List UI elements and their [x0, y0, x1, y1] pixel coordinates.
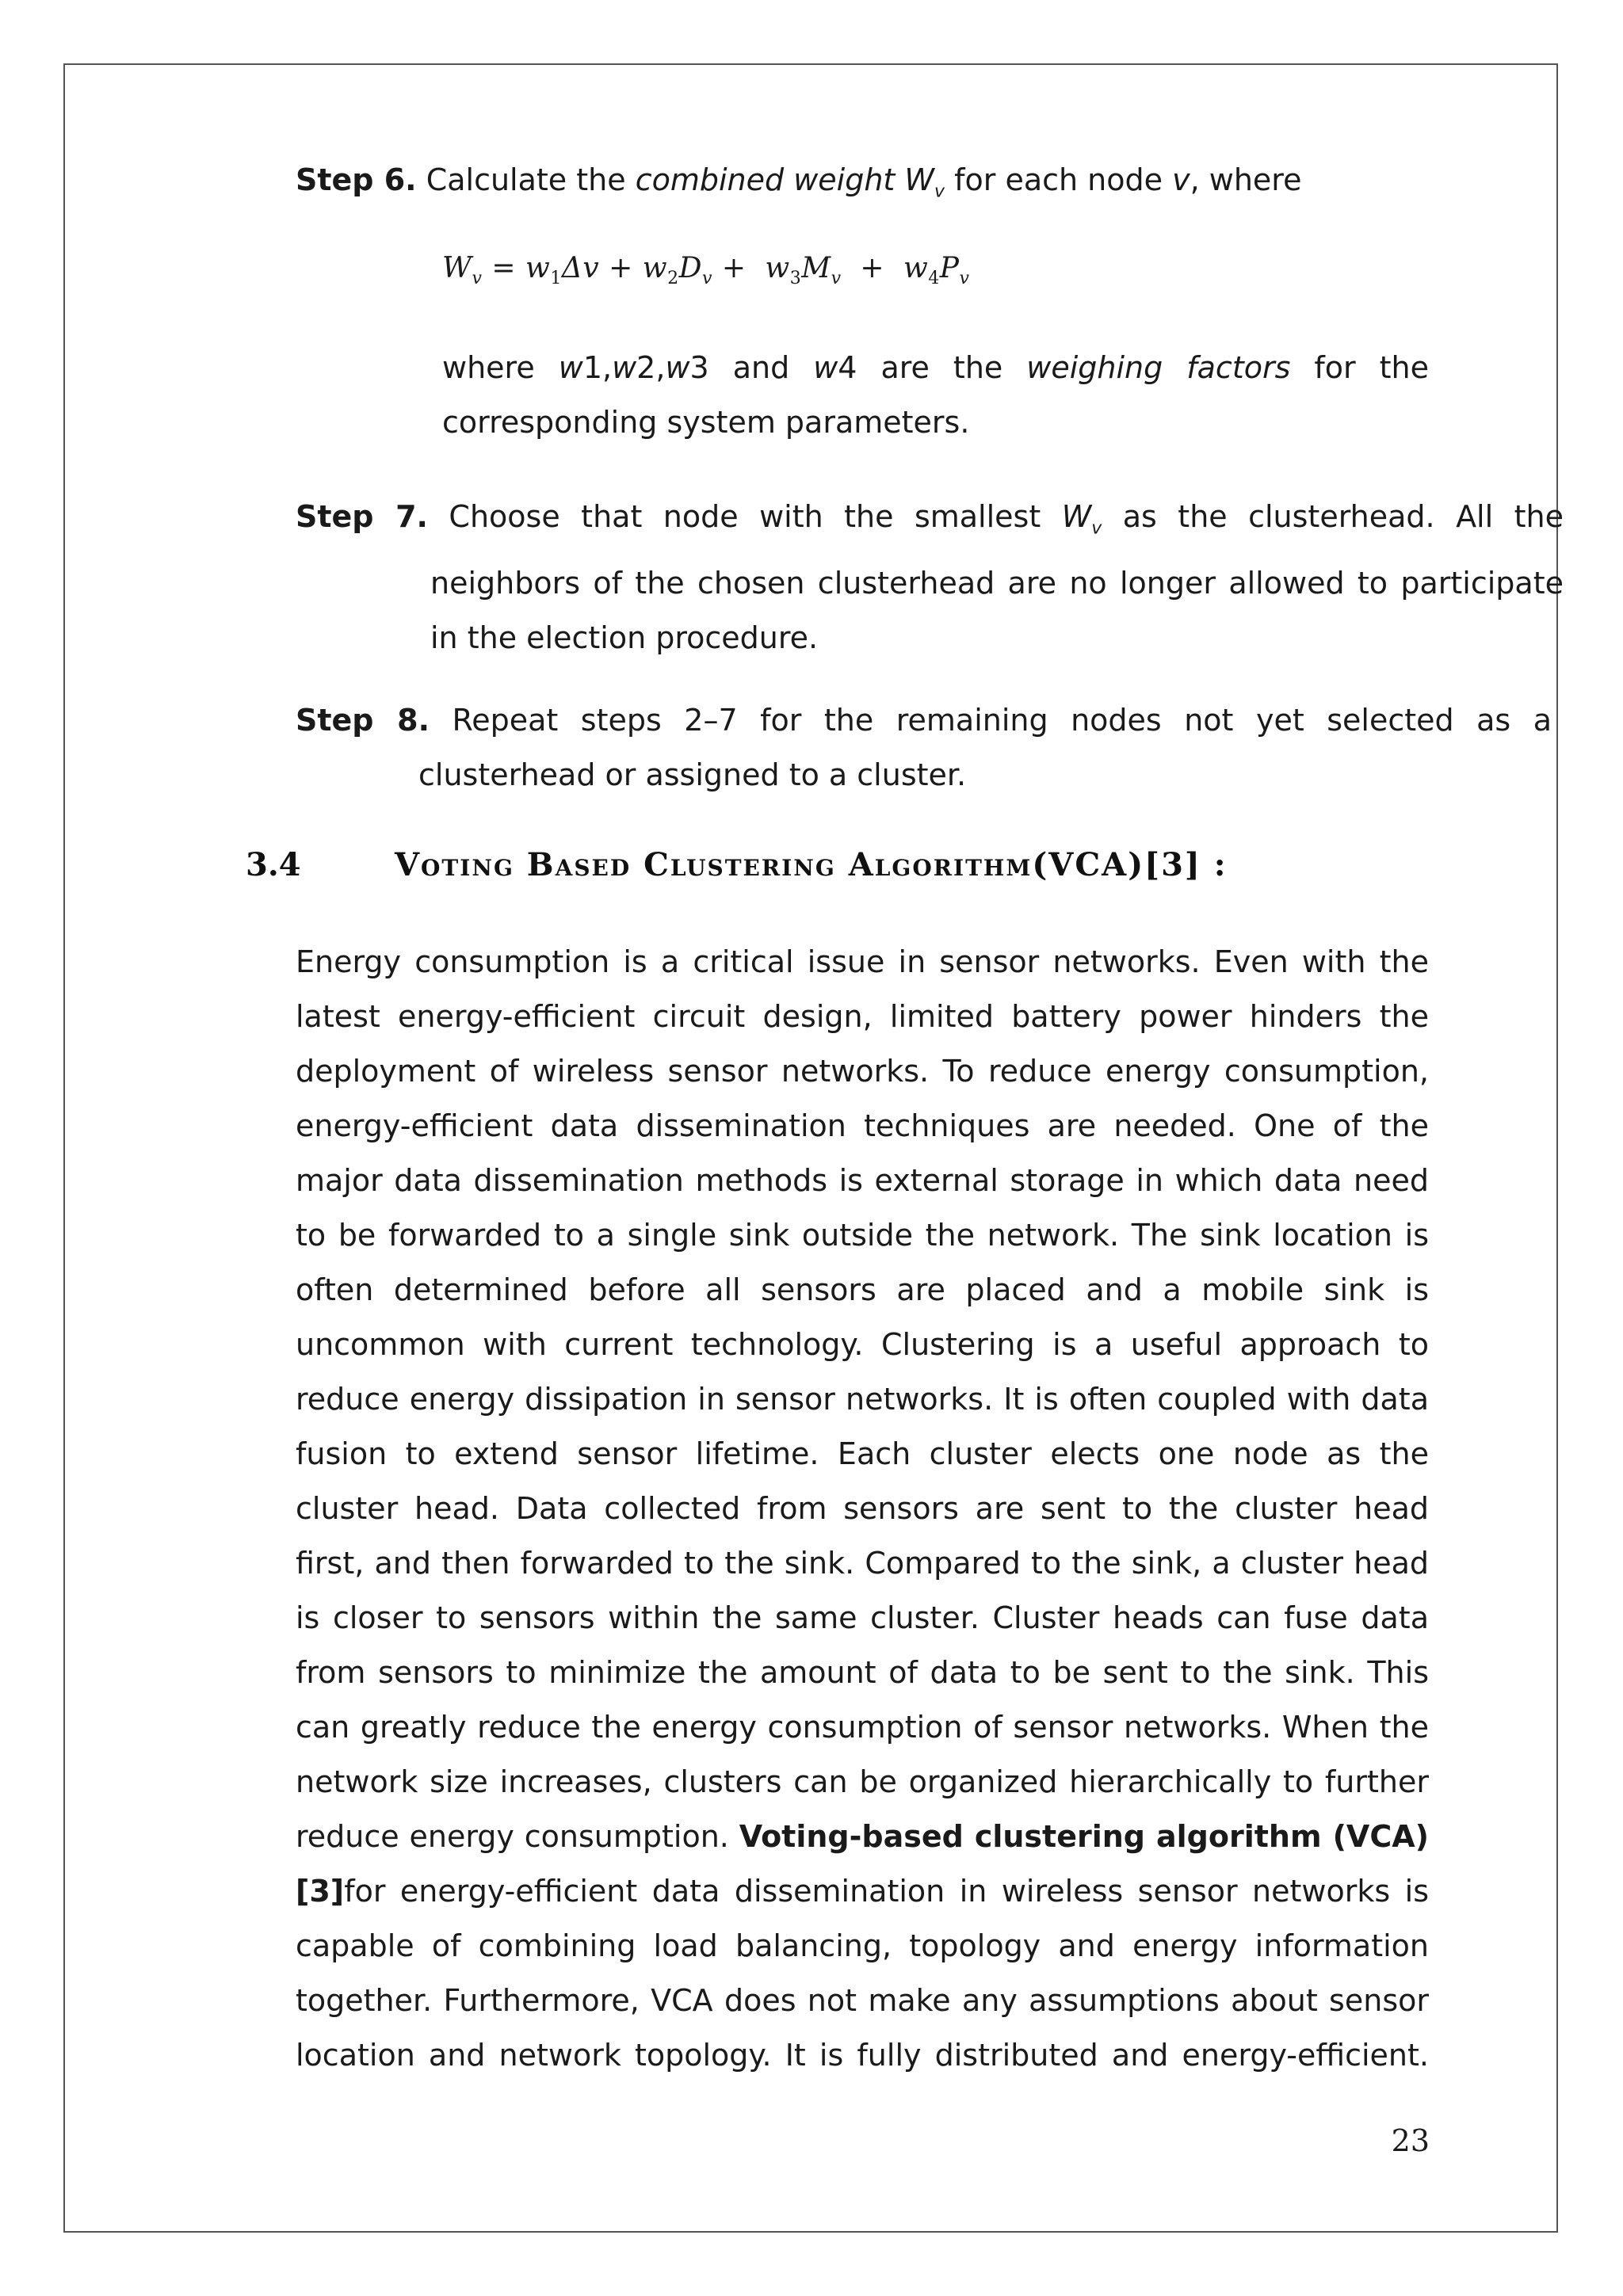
section-number: 3.4	[246, 846, 301, 883]
eq-w3-sub: 3	[789, 269, 802, 288]
eq-w4: w	[903, 252, 929, 284]
step-7-weight-sub: v	[1091, 518, 1102, 539]
note-n3: 3 and	[689, 350, 814, 385]
eq-term-2: D	[678, 252, 702, 284]
eq-w3: w	[765, 252, 790, 284]
note-n1: 1,	[582, 350, 613, 385]
eq-term-3-sub: v	[831, 269, 842, 288]
step-8	[296, 693, 1552, 803]
eq-term-4: P	[939, 252, 960, 284]
weighing-factors-term: weighing factors	[1026, 350, 1291, 385]
eq-lhs-sub: v	[472, 269, 483, 288]
note-w1: w	[558, 350, 583, 385]
step-6-label: Step 6.	[296, 162, 417, 197]
eq-w1-sub: 1	[550, 269, 562, 288]
note-w2: w	[612, 350, 637, 385]
eq-term-3: M	[801, 252, 831, 284]
eq-w2: w	[642, 252, 668, 284]
eq-w4-sub: 4	[928, 269, 940, 288]
step-6-text-end: , where	[1190, 162, 1302, 197]
step-8-text: Repeat steps 2–7 for the remaining nodes not yet selected as a clusterhead or assigned to a cluster.	[418, 703, 1552, 792]
step-6-text: Calculate the	[416, 162, 636, 197]
eq-w2-sub: 2	[667, 269, 679, 288]
section-title: Voting Based Clustering Algorithm(VCA)[3] :	[395, 846, 1228, 883]
combined-weight-equation: $W_v = w_1\Delta v + w_2D_v + w_3M_v + w_4P_v$	[442, 252, 970, 288]
eq-term-1: Δv	[561, 252, 600, 284]
note-n4: 4 are the	[838, 350, 1027, 385]
step-8-label: Step 8.	[296, 703, 430, 738]
note-n2: 2,	[636, 350, 666, 385]
note-rest: for the corresponding system parameters.	[442, 350, 1429, 440]
combined-weight-term: combined weight	[635, 162, 896, 197]
weighing-factors-note	[442, 341, 1429, 450]
step-6	[296, 153, 1429, 219]
eq-term-2-sub: v	[701, 269, 712, 288]
step-7-weight-symbol: W	[1061, 499, 1092, 534]
note-where: where	[442, 350, 559, 385]
eq-lhs: W	[442, 252, 472, 284]
weight-symbol: W	[904, 162, 934, 197]
step-6-text-mid: for each node	[945, 162, 1173, 197]
paragraph-body: Energy consumption is a critical issue in sensor networks. Even with the latest energy-efficient circuit design, limited battery power hinders the deployment of wireless sensor networks. To reduce energy consumption, energy-efficient data dissemination techniques are needed. One of the major data dissemination methods is external storage in which data need to be forwarded to a single sink outside the network. The sink location is often determined before all sensors are placed and a mobile sink is uncommon with current technology. Clustering is a useful approach to reduce energy dissipation in sensor networks. It is often coupled with data fusion to extend sensor lifetime. Each cluster elects one node as the cluster head. Data collected from sensors are sent to the cluster head first, and then forwarded to the sink. Compared to the sink, a cluster head is closer to sensors within the same cluster. Cluster heads can fuse data from sensors to minimize the amount of data to be sent to the sink. This can greatly reduce the energy consumption of sensor networks. When the network size increases, clusters can be organized hierarchically to further reduce energy consumption.	[296, 944, 1429, 1854]
note-w4: w	[813, 350, 838, 385]
eq-term-4-sub: v	[959, 269, 970, 288]
weight-symbol-sub: v	[934, 181, 945, 202]
node-symbol: v	[1172, 162, 1190, 197]
note-w3: w	[665, 350, 690, 385]
step-7-text-end: as the clusterhead. All the neighbors of the chosen clusterhead are no longer allowed to participate in the election procedure.	[430, 499, 1564, 655]
step-7	[296, 490, 1564, 666]
page-number: 23	[1391, 2123, 1430, 2158]
paragraph-bold: Voting-based clustering algorithm (VCA) [3]	[296, 1819, 1430, 1909]
step-7-label: Step 7.	[296, 499, 428, 534]
step-7-text: Choose that node with the smallest	[427, 499, 1062, 534]
body-paragraph	[296, 935, 1429, 2083]
eq-w1: w	[525, 252, 551, 284]
paragraph-tail: for energy-efficient data dissemination in wireless sensor networks is capable of combining load balancing, topology and energy information together. Furthermore, VCA does not make any assumptions about sensor location and network topology. It is fully distributed and energy-efficient.	[296, 1874, 1429, 2073]
